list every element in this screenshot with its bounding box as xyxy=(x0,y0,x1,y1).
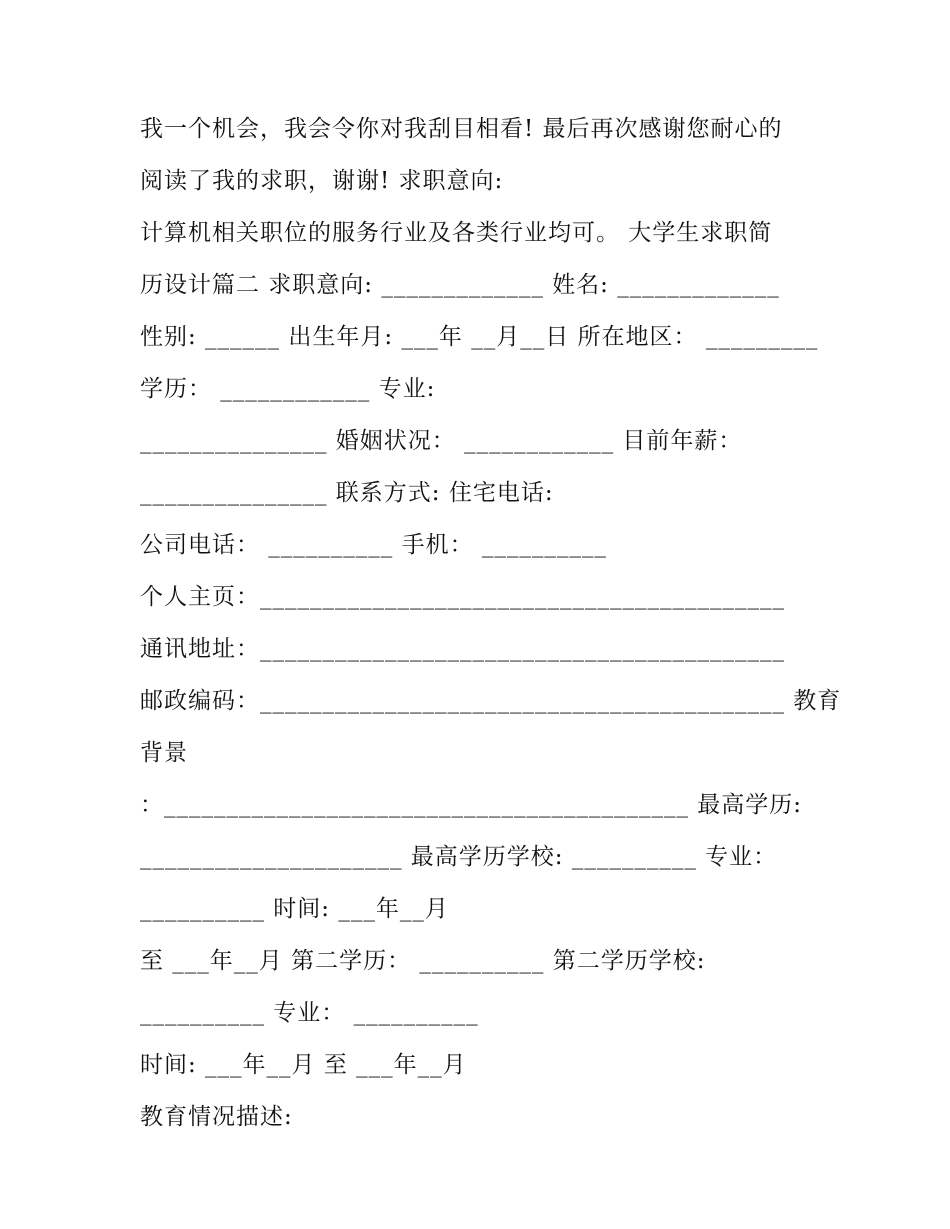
text-line: 通讯地址：__________________________________________ xyxy=(140,636,785,662)
text-line: 阅读了我的求职，谢谢! 求职意向: xyxy=(140,168,504,194)
text-line: 学历： ____________ 专业: xyxy=(140,376,436,402)
text-line: 至 ___年__月 第二学历： __________ 第二学历学校: xyxy=(140,948,706,974)
text-line: _______________ 联系方式: 住宅电话: xyxy=(140,480,554,506)
text-line: __________ 专业： __________ xyxy=(140,1000,479,1026)
text-line: 性别: ______ 出生年月: ___年 __月__日 所在地区： _________ xyxy=(140,324,819,350)
text-line: 时间: ___年__月 至 ___年__月 xyxy=(140,1052,467,1078)
text-line: __________ 时间: ___年__月 xyxy=(140,896,449,922)
text-line: 计算机相关职位的服务行业及各类行业均可。 大学生求职简 xyxy=(140,220,773,246)
text-line: _______________ 婚姻状况： ____________ 目前年薪： xyxy=(140,428,743,454)
text-line: 个人主页：__________________________________________ xyxy=(140,584,785,610)
text-line: 我一个机会，我会令你对我刮目相看! 最后再次感谢您耐心的 xyxy=(140,116,783,142)
text-line: 历设计篇二 求职意向: _____________ 姓名: _____________ xyxy=(140,272,780,298)
text-line: 背景 xyxy=(140,740,188,766)
text-line: ：__________________________________________ 最高学历: xyxy=(140,792,803,818)
text-line: 邮政编码：__________________________________________ 教育 xyxy=(140,688,842,714)
text-line: 公司电话： __________ 手机： __________ xyxy=(140,532,607,558)
text-line: _____________________ 最高学历学校: __________ 专业： xyxy=(140,844,778,870)
text-line: 教育情况描述: xyxy=(140,1104,293,1130)
